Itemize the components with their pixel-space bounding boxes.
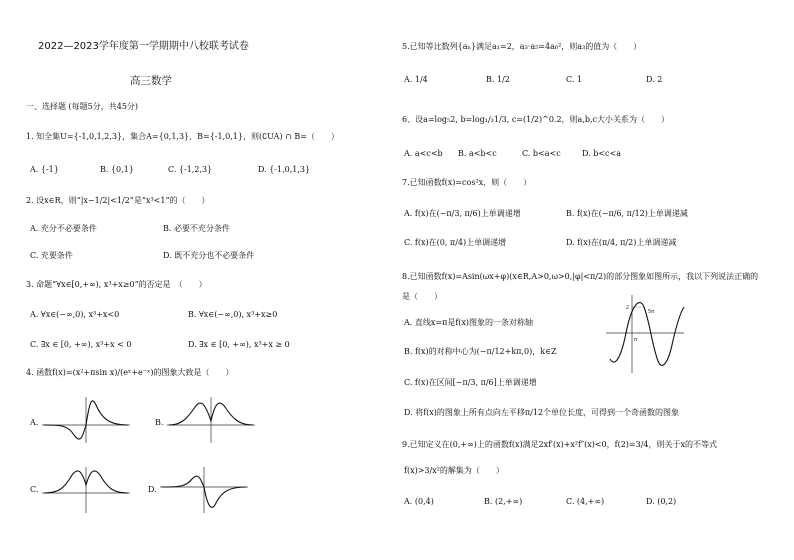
q7-option-d[interactable]: D. f(x)在(π/4, π/2)上单调递减 bbox=[566, 238, 677, 247]
question-9-line1: 9.已知定义在(0,+∞)上的函数f(x)满足2xf′(x)+x²f″(x)<0，f(2)=3/4，则关于x的不等式 bbox=[402, 440, 718, 449]
q1-option-a[interactable]: A. {-1} bbox=[30, 165, 59, 174]
q6-option-c[interactable]: C. b<a<c bbox=[522, 149, 561, 158]
svg-text:5π: 5π bbox=[648, 309, 655, 315]
q6-option-d[interactable]: D. b<c<a bbox=[582, 149, 621, 158]
q5-option-a[interactable]: A. 1/4 bbox=[404, 75, 428, 84]
q9-option-a[interactable]: A. (0,4) bbox=[404, 497, 434, 506]
question-8-line1: 8.已知函数f(x)=Asin(ωx+φ)(x∈R,A>0,ω>0,|φ|<π/2)的部分图象如图所示，我以下列说法正确的 bbox=[402, 272, 759, 281]
q3-option-b[interactable]: B. ∀x∈(−∞,0), x³+x≥0 bbox=[188, 310, 278, 319]
q6-option-a[interactable]: A. a<c<b bbox=[404, 149, 443, 158]
q8-option-d[interactable]: D. 将f(x)的图象上所有点向左平移π/12个单位长度，可得到一个奇函数的图象 bbox=[404, 408, 680, 417]
q8-option-b[interactable]: B. f(x)的对称中心为(−π/12+kπ,0)，k∈Z bbox=[404, 347, 557, 356]
q4-graph-b[interactable] bbox=[165, 395, 257, 445]
q2-option-a[interactable]: A. 充分不必要条件 bbox=[30, 224, 97, 233]
question-7: 7.已知函数f(x)=cos²x，则（ ） bbox=[402, 178, 532, 187]
q1-option-d[interactable]: D. {-1,0,1,3} bbox=[258, 165, 311, 174]
q2-option-d[interactable]: D. 既不充分也不必要条件 bbox=[163, 251, 255, 260]
q9-option-d[interactable]: D. (0,2) bbox=[646, 497, 677, 506]
question-5: 5.已知等比数列{aₙ}满足a₁=2，a₃·a₅=4a₆²，则a₃的值为（ ） bbox=[402, 42, 642, 51]
q6-option-b[interactable]: B. a<b<c bbox=[458, 149, 497, 158]
q7-option-a[interactable]: A. f(x)在(−π/3, π/6)上单调递增 bbox=[404, 209, 521, 218]
q4-graph-c[interactable] bbox=[40, 465, 132, 515]
q8-sine-graph bbox=[606, 293, 686, 375]
question-2: 2. 设x∈R，则“|x−1/2|<1/2”是“x³<1”的（ ） bbox=[26, 196, 210, 205]
question-3: 3. 命题“∀x∈[0,+∞), x³+x≥0”的否定是 （ ） bbox=[26, 280, 207, 289]
q2-option-b[interactable]: B. 必要不充分条件 bbox=[163, 224, 230, 233]
q1-option-c[interactable]: C. {-1,2,3} bbox=[168, 165, 213, 174]
subject-title: 高三数学 bbox=[130, 75, 172, 87]
q3-option-a[interactable]: A. ∀x∈(−∞,0), x³+x<0 bbox=[30, 310, 120, 319]
svg-text:π: π bbox=[634, 337, 638, 343]
q5-option-c[interactable]: C. 1 bbox=[566, 75, 583, 84]
q4-graph-a[interactable] bbox=[40, 395, 132, 445]
question-1: 1. 知全集U={-1,0,1,2,3}，集合A={0,1,3}，B={-1,0,1}，则(∁UA) ∩ B=（ ） bbox=[26, 132, 339, 141]
q8-option-a[interactable]: A. 直线x=π是f(x)图象的一条对称轴 bbox=[404, 318, 534, 327]
q4-option-a-label[interactable]: A. bbox=[30, 418, 39, 427]
q9-option-c[interactable]: C. (4,+∞) bbox=[566, 497, 605, 506]
q5-option-d[interactable]: D. 2 bbox=[646, 75, 663, 84]
q4-option-b-label[interactable]: B. bbox=[155, 418, 164, 427]
exam-title: 2022—2023学年度第一学期期中八校联考试卷 bbox=[38, 41, 249, 52]
q5-option-b[interactable]: B. 1/2 bbox=[486, 75, 510, 84]
q4-graph-d[interactable] bbox=[158, 465, 250, 515]
q1-option-b[interactable]: B. {0,1} bbox=[100, 165, 134, 174]
q7-option-b[interactable]: B. f(x)在(−π/6, π/12)上单调递减 bbox=[566, 209, 688, 218]
q3-option-d[interactable]: D. ∃x ∈ [0, +∞), x³+x ≥ 0 bbox=[188, 340, 290, 349]
q2-option-c[interactable]: C. 充要条件 bbox=[30, 251, 73, 260]
q8-option-c[interactable]: C. f(x)在区间[−π/3, π/6]上单调递增 bbox=[404, 378, 537, 387]
section-heading: 一、选择题 (每题5分，共45分) bbox=[26, 102, 139, 111]
q7-option-c[interactable]: C. f(x)在(0, π/4)上单调递增 bbox=[404, 238, 507, 247]
q4-option-d-label[interactable]: D. bbox=[148, 485, 157, 494]
question-4: 4. 函数f(x)=(x²+πsin x)/(eˣ+e⁻ˣ)的图象大致是（ ） bbox=[26, 368, 234, 377]
q4-option-c-label[interactable]: C. bbox=[30, 485, 39, 494]
q9-option-b[interactable]: B. (2,+∞) bbox=[484, 497, 523, 506]
q3-option-c[interactable]: C. ∃x ∈ [0, +∞), x³+x < 0 bbox=[30, 340, 132, 349]
svg-text:2: 2 bbox=[626, 305, 630, 311]
question-8-line2: 是（ ） bbox=[402, 292, 442, 301]
question-9-line2: f(x)>3/x²的解集为（ ） bbox=[404, 466, 504, 475]
question-6: 6、设a=log₅2, b=log₁/₃1/3, c=(1/2)^0.2，则a,b,c大小关系为（ ） bbox=[402, 115, 670, 124]
